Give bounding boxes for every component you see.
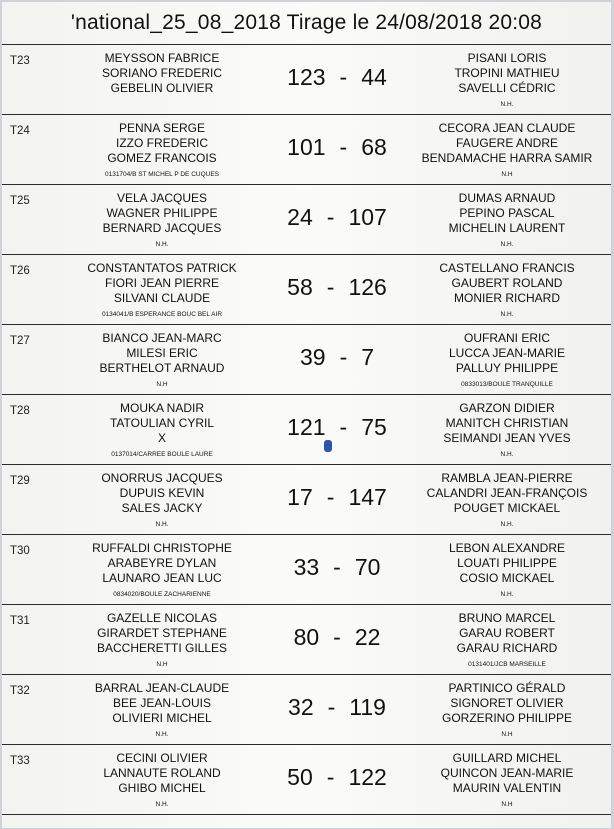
player-name: MILESI ERIC: [126, 346, 198, 360]
score-separator: -: [326, 273, 335, 300]
score-left: 32: [288, 693, 314, 720]
score: [262, 199, 412, 235]
score-right: 119: [349, 693, 386, 720]
player-name: DUPUIS KEVIN: [119, 486, 205, 500]
score-right: 68: [361, 133, 387, 160]
table-number: T33: [10, 755, 30, 767]
club-label: 0833013/BOULE TRANQUILLE: [461, 381, 553, 388]
score: [262, 409, 412, 445]
score-right: 122: [348, 763, 387, 790]
score: [262, 689, 412, 725]
table-number: T23: [10, 55, 30, 67]
score-separator: -: [326, 763, 335, 790]
player-name: SALES JACKY: [121, 501, 203, 515]
sheet-title: 'national_25_08_2018 Tirage le 24/08/2018 20:08: [70, 11, 543, 34]
score-left: 24: [287, 203, 313, 230]
player-name: SEIMANDI JEAN YVES: [443, 431, 571, 445]
club-label: 0131704/B ST MICHEL P DE CUQUES: [104, 171, 220, 178]
team-right: [407, 121, 607, 180]
team-left: [57, 471, 267, 530]
table-number: T31: [10, 615, 30, 627]
player-name: MAURIN VALENTIN: [452, 781, 562, 795]
player-name: GEBELIN OLIVIER: [110, 81, 214, 95]
player-name: MEYSSON FABRICE: [104, 51, 220, 65]
club-label: N.H.: [500, 591, 514, 598]
player-name: SORIANO FREDERIC: [101, 66, 222, 80]
player-name: GIRARDET STEPHANE: [97, 626, 227, 640]
score-separator: -: [326, 483, 335, 510]
team-right: [407, 541, 607, 600]
player-name: GARAU ROBERT: [459, 626, 555, 640]
player-name: BEE JEAN-LOUIS: [112, 696, 212, 710]
player-name: PEPINO PASCAL: [459, 206, 555, 220]
score-left: 121: [287, 413, 326, 440]
player-name: CASTELLANO FRANCIS: [439, 261, 575, 275]
team-right: [407, 611, 607, 670]
score: [262, 479, 412, 515]
player-name: OLIVIERI MICHEL: [112, 711, 212, 725]
player-name: LAUNARO JEAN LUC: [102, 571, 222, 585]
score: [262, 59, 412, 95]
club-label: N.H.: [500, 311, 514, 318]
player-name: PARTINICO GÉRALD: [448, 681, 566, 695]
player-name: MANITCH CHRISTIAN: [445, 416, 569, 430]
player-name: GAZELLE NICOLAS: [106, 611, 218, 625]
player-name: PENNA SERGE: [118, 121, 206, 135]
score-right: 126: [348, 273, 387, 300]
player-name: CALANDRI JEAN-FRANÇOIS: [426, 486, 588, 500]
player-name: FIORI JEAN PIERRE: [104, 276, 220, 290]
player-name: ARABEYRE DYLAN: [107, 556, 217, 570]
team-left: [57, 51, 267, 100]
club-label: N.H.: [500, 521, 514, 528]
score-separator: -: [333, 623, 341, 650]
team-left: [57, 261, 267, 320]
score-separator: -: [339, 343, 348, 370]
player-name: RUFFALDI CHRISTOPHE: [92, 541, 232, 555]
table-number: T27: [10, 335, 30, 347]
player-name: GARAU RICHARD: [456, 641, 558, 655]
club-label: N.H.: [155, 521, 169, 528]
player-name: ONORRUS JACQUES: [101, 471, 223, 485]
match-row: [2, 255, 611, 325]
table-number: T32: [10, 685, 30, 697]
player-name: LOUATI PHILIPPE: [457, 556, 557, 570]
player-name: BIANCO JEAN-MARC: [102, 331, 222, 345]
team-left: [57, 611, 267, 670]
player-name: SIGNORET OLIVIER: [450, 696, 564, 710]
player-name: TATOULIAN CYRIL: [109, 416, 215, 430]
team-right: [407, 51, 607, 110]
player-name: GHIBO MICHEL: [118, 781, 206, 795]
player-name: RAMBLA JEAN-PIERRE: [441, 471, 573, 485]
player-name: MONIER RICHARD: [453, 291, 560, 305]
player-name: BRUNO MARCEL: [458, 611, 556, 625]
club-label: 0131401/JCB MARSEILLE: [468, 661, 546, 668]
team-left: [57, 191, 267, 250]
score-left: 80: [293, 623, 320, 650]
team-right: [407, 751, 607, 810]
player-name: PISANI LORIS: [467, 51, 547, 65]
team-left: [57, 401, 267, 460]
score-separator: -: [327, 693, 336, 720]
team-left: [57, 331, 267, 390]
club-label: N.H: [501, 731, 513, 738]
sheet-header: [2, 2, 611, 45]
match-row: [2, 45, 611, 115]
player-name: MOUKA NADIR: [119, 401, 204, 415]
score-left: 17: [287, 483, 313, 510]
club-label: N.H: [156, 381, 168, 388]
team-left: [57, 121, 267, 180]
player-name: DUMAS ARNAUD: [458, 191, 556, 205]
match-row: [2, 605, 611, 675]
player-name: COSIO MICKAEL: [459, 571, 555, 585]
team-right: [407, 401, 607, 460]
score-left: 58: [287, 273, 313, 300]
player-name: OUFRANI ERIC: [463, 331, 550, 345]
score: [262, 269, 412, 305]
score-right: 75: [361, 413, 387, 440]
club-label: N.H.: [500, 241, 514, 248]
match-row: [2, 115, 611, 185]
match-row: [2, 465, 611, 535]
score-separator: -: [339, 413, 348, 440]
match-row: [2, 185, 611, 255]
score: [262, 759, 412, 795]
match-row: [2, 535, 611, 605]
score-right: 7: [361, 343, 375, 370]
score-separator: -: [339, 133, 348, 160]
score-left: 33: [293, 553, 320, 580]
player-name: GARZON DIDIER: [459, 401, 555, 415]
player-name: CECORA JEAN CLAUDE: [438, 121, 576, 135]
team-right: [407, 471, 607, 530]
player-name: SILVANI CLAUDE: [113, 291, 211, 305]
score-left: 101: [287, 133, 326, 160]
club-label: N.H.: [155, 241, 169, 248]
club-label: N.H.: [155, 731, 169, 738]
score-right: 70: [354, 553, 381, 580]
score-right: 107: [348, 203, 387, 230]
team-right: [407, 331, 607, 390]
player-name: CECINI OLIVIER: [116, 751, 208, 765]
player-name: VELA JACQUES: [116, 191, 208, 205]
player-name: GAUBERT ROLAND: [451, 276, 563, 290]
club-label: N.H: [501, 171, 513, 178]
player-name: GOMEZ FRANCOIS: [107, 151, 217, 165]
score-separator: -: [333, 553, 341, 580]
score-right: 44: [361, 63, 387, 90]
blue-mark: [324, 440, 332, 452]
table-number: T26: [10, 265, 30, 277]
table-number: T25: [10, 195, 30, 207]
player-name: FAUGERE ANDRE: [455, 136, 559, 150]
score-left: 39: [299, 343, 326, 370]
table-number: T29: [10, 475, 30, 487]
score: [262, 339, 412, 375]
match-row: [2, 395, 611, 465]
player-name: BACCHERETTI GILLES: [96, 641, 228, 655]
team-left: [57, 751, 267, 810]
club-label: 0834020/BOULE ZACHARIENNE: [113, 591, 211, 598]
table-number: T30: [10, 545, 30, 557]
club-label: N.H: [156, 661, 168, 668]
player-name: BERTHELOT ARNAUD: [99, 361, 225, 375]
table-number: T28: [10, 405, 30, 417]
player-name: LANNAUTE ROLAND: [103, 766, 221, 780]
player-name: WAGNER PHILIPPE: [106, 206, 218, 220]
player-name: BERNARD JACQUES: [102, 221, 222, 235]
team-left: [57, 541, 267, 600]
club-label: N.H.: [155, 801, 169, 808]
draw-sheet: [2, 2, 611, 828]
player-name: BENDAMACHE HARRA SAMIR: [421, 151, 593, 165]
score: [262, 129, 412, 165]
player-name: LUCCA JEAN-MARIE: [448, 346, 566, 360]
player-name: POUGET MICKAEL: [453, 501, 561, 515]
team-left: [57, 681, 267, 740]
score-right: 22: [354, 623, 381, 650]
team-right: [407, 191, 607, 250]
match-row: [2, 325, 611, 395]
player-name: GORZERINO PHILIPPE: [441, 711, 573, 725]
club-label: N.H.: [500, 101, 514, 108]
player-name: CONSTANTATOS PATRICK: [87, 261, 237, 275]
score-left: 123: [287, 63, 326, 90]
table-number: T24: [10, 125, 30, 137]
player-name: PALLUY PHILIPPE: [455, 361, 559, 375]
player-name: X: [157, 431, 166, 445]
club-label: 0137014/CARREE BOULE LAURE: [111, 451, 213, 458]
team-right: [407, 261, 607, 320]
player-name: MICHELIN LAURENT: [448, 221, 566, 235]
player-name: GUILLARD MICHEL: [452, 751, 562, 765]
score-right: 147: [348, 483, 387, 510]
score: [262, 549, 412, 585]
club-label: N.H.: [500, 451, 514, 458]
score-separator: -: [339, 63, 348, 90]
player-name: BARRAL JEAN-CLAUDE: [94, 681, 230, 695]
score-left: 50: [287, 763, 313, 790]
player-name: SAVELLI CÉDRIC: [458, 81, 556, 95]
match-row: [2, 675, 611, 745]
score-separator: -: [326, 203, 335, 230]
player-name: LEBON ALEXANDRE: [448, 541, 566, 555]
club-label: 0134041/B ESPERANCE BOUC BEL AIR: [101, 311, 223, 318]
player-name: IZZO FREDERIC: [116, 136, 208, 150]
score: [262, 619, 412, 655]
club-label: N.H: [501, 801, 513, 808]
team-right: [407, 681, 607, 740]
draw-table: [2, 45, 611, 815]
player-name: QUINCON JEAN-MARIE: [440, 766, 574, 780]
match-row: [2, 745, 611, 815]
player-name: TROPINI MATHIEU: [454, 66, 560, 80]
